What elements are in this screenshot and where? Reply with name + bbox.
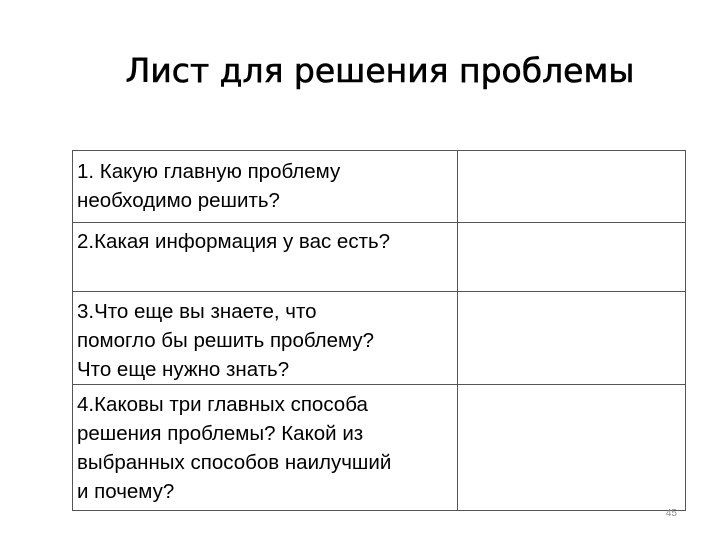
table-row [73, 151, 686, 223]
question-cell: 4.Каковы три главных способа решения проблемы? Какой из выбранных способов наилучший и почему? [73, 385, 458, 511]
question-cell: 3.Что еще вы знаете, что помогло бы решить проблему? Что еще нужно знать? [73, 292, 458, 385]
answer-cell[interactable] [458, 292, 686, 385]
page-title: Лист для решения проблемы [125, 51, 635, 90]
answer-cell[interactable] [458, 385, 686, 511]
question-cell: 1. Какую главную проблему необходимо решить? [73, 151, 458, 223]
table-row [73, 292, 686, 385]
answer-cell[interactable] [458, 223, 686, 292]
answer-cell[interactable] [458, 151, 686, 223]
problem-solving-table [72, 150, 686, 511]
table-row [73, 223, 686, 292]
page-number: 45 [665, 508, 677, 519]
table-row [73, 385, 686, 511]
question-cell: 2.Какая информация у вас есть? [73, 223, 458, 292]
